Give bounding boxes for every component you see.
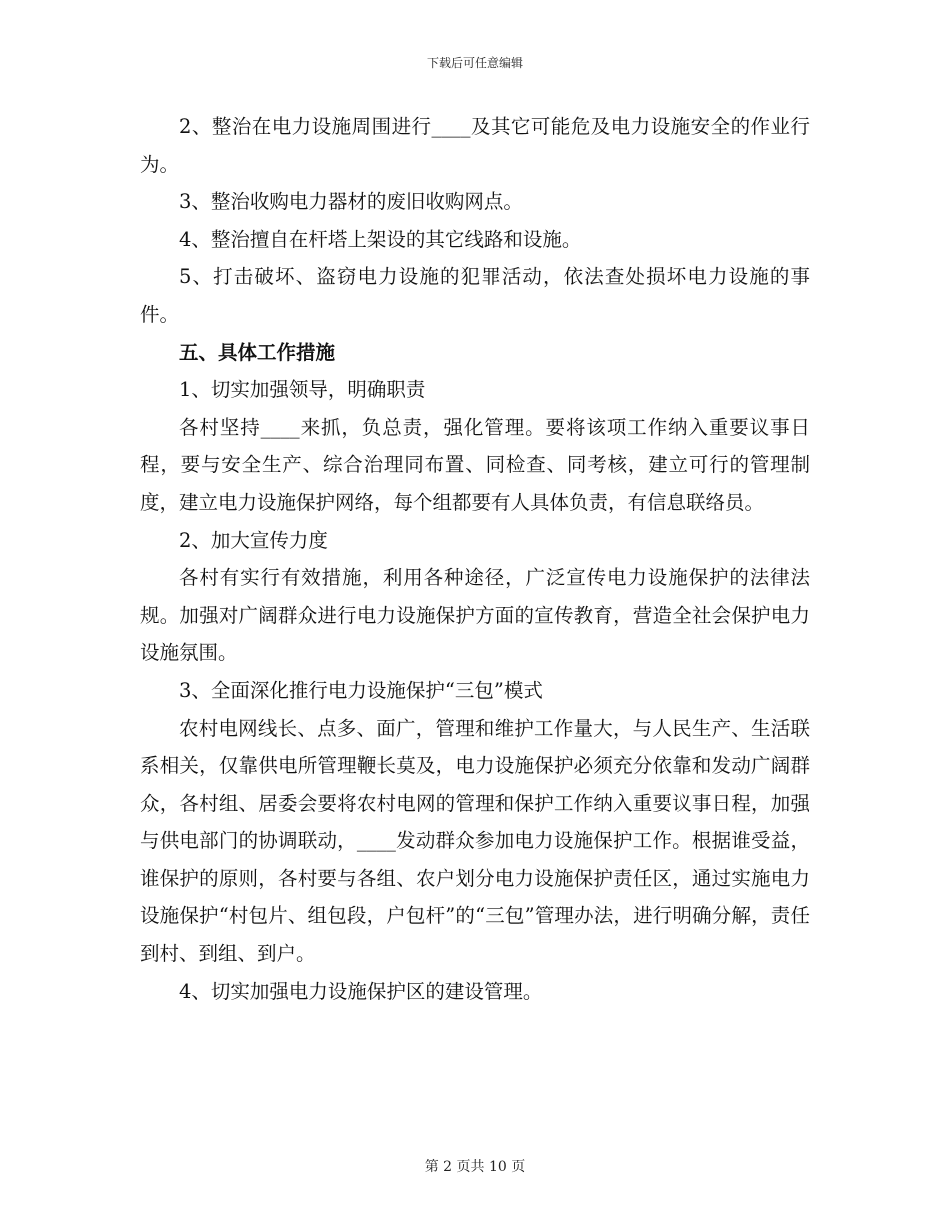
section-heading: 五、具体工作措施	[179, 340, 336, 364]
subheading-protection-zone: 4、切实加强电力设施保护区的建设管理。	[179, 979, 543, 1003]
subheading-three-guarantee: 3、全面深化推行电力设施保护“三包”模式	[179, 678, 543, 702]
document-body	[140, 108, 810, 1010]
paragraph-item-4: 4、整治擅自在杆塔上架设的其它线路和设施。	[179, 227, 582, 251]
page-header: 下载后可任意编辑	[426, 56, 523, 70]
page-footer: 第 2 页共 10 页	[424, 1159, 526, 1175]
paragraph-item-2: 2、整治在电力设施周围进行____及其它可能危及电力设施安全的作业行为。	[140, 115, 810, 176]
paragraph-item-5: 5、打击破坏、盗窃电力设施的犯罪活动，依法查处损坏电力设施的事件。	[140, 265, 810, 326]
subheading-publicity: 2、加大宣传力度	[179, 528, 328, 552]
paragraph-leadership: 各村坚持____来抓，负总责，强化管理。要将该项工作纳入重要议事日程，要与安全生产、综合治理同布置、同检查、同考核，建立可行的管理制度，建立电力设施保护网络，每个组都要有人具体负责，有信息联络员。	[140, 415, 810, 514]
paragraph-publicity: 各村有实行有效措施，利用各种途径，广泛宣传电力设施保护的法律法规。加强对广阔群众进行电力设施保护方面的宣传教育，营造全社会保护电力设施氛围。	[140, 566, 810, 665]
paragraph-item-3: 3、整治收购电力器材的废旧收购网点。	[179, 190, 523, 214]
subheading-leadership: 1、切实加强领导，明确职责	[179, 378, 426, 402]
paragraph-three-guarantee: 农村电网线长、点多、面广，管理和维护工作量大，与人民生产、生活联系相关，仅靠供电所管理鞭长莫及，电力设施保护必须充分依靠和发动广阔群众，各村组、居委会要将农村电网的管理和保护工作纳入重要议事日程，加强与供电部门的协调联动，____发动群众参加电力设施保护工作。根据谁受益，谁保护的原则，各村要与各组、农户划分电力设施保护责任区，通过实施电力设施保护“村包片、组包段，户包杆”的“三包”管理办法，进行明确分解，责任到村、到组、到户。	[140, 716, 810, 966]
